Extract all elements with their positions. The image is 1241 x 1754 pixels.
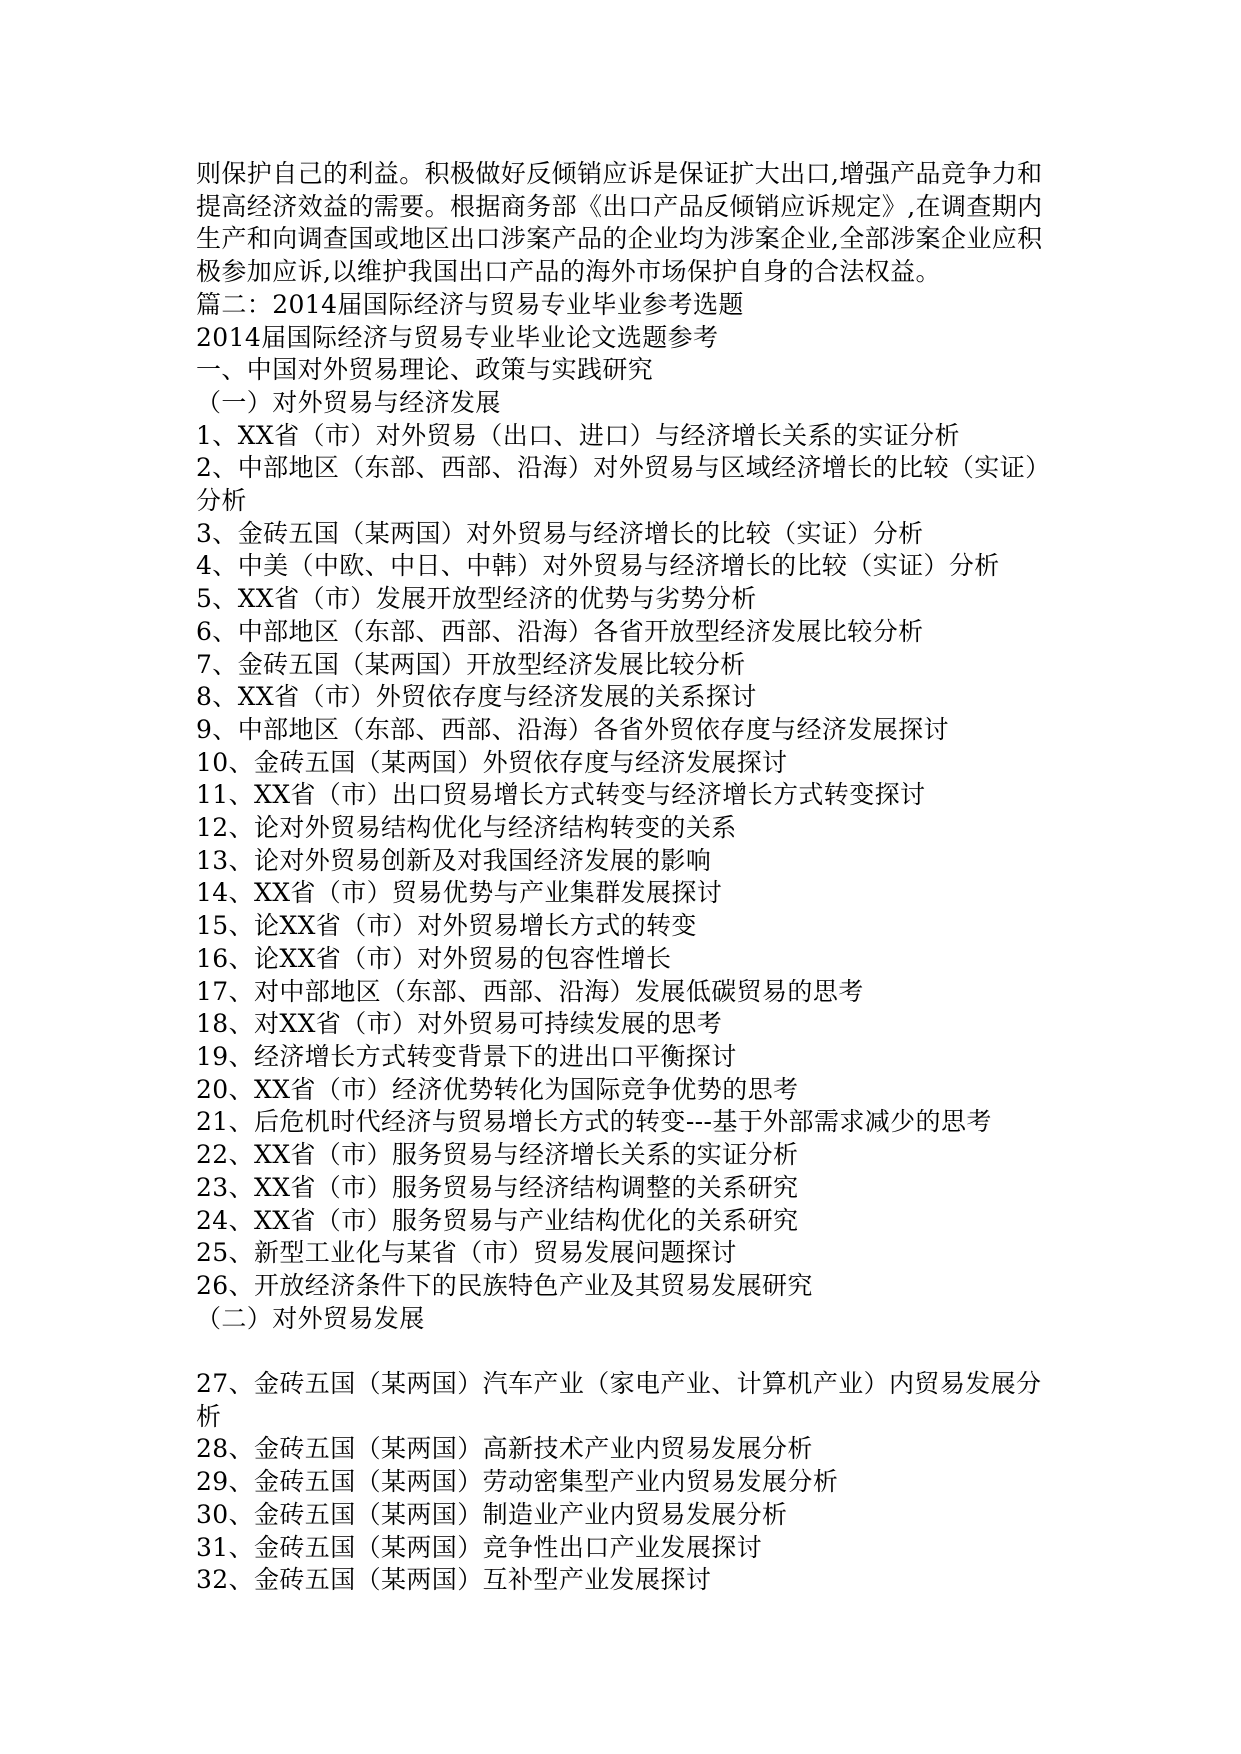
topic-item: 8、XX省（市）外贸依存度与经济发展的关系探讨 (196, 682, 757, 712)
topic-item: 23、XX省（市）服务贸易与经济结构调整的关系研究 (196, 1172, 799, 1202)
intro-line: 极参加应诉,以维护我国出口产品的海外市场保护自身的合法权益。 (196, 257, 941, 287)
topic-item: 20、XX省（市）经济优势转化为国际竞争优势的思考 (196, 1074, 799, 1104)
section-heading: 一、中国对外贸易理论、政策与实践研究 (196, 355, 654, 385)
topic-item: 2、中部地区（东部、西部、沿海）对外贸易与区域经济增长的比较（实证） (196, 453, 1051, 483)
topic-item: 30、金砖五国（某两国）制造业产业内贸易发展分析 (196, 1499, 788, 1529)
topic-item: 18、对XX省（市）对外贸易可持续发展的思考 (196, 1009, 723, 1039)
blank-line (196, 1335, 1041, 1368)
topic-item: 4、中美（中欧、中日、中韩）对外贸易与经济增长的比较（实证）分析 (196, 551, 1000, 581)
topic-item: 26、开放经济条件下的民族特色产业及其贸易发展研究 (196, 1270, 813, 1300)
topic-item: 32、金砖五国（某两国）互补型产业发展探讨 (196, 1565, 712, 1595)
subsection-heading: （二）对外贸易发展 (196, 1303, 425, 1333)
topic-item: 9、中部地区（东部、西部、沿海）各省外贸依存度与经济发展探讨 (196, 714, 949, 744)
topic-item: 14、XX省（市）贸易优势与产业集群发展探讨 (196, 878, 723, 908)
topic-item: 分析 (196, 486, 247, 516)
document-body (196, 158, 1051, 1597)
topic-item: 析 (196, 1401, 222, 1431)
topic-item: 31、金砖五国（某两国）竞争性出口产业发展探讨 (196, 1532, 763, 1562)
topic-item: 15、论XX省（市）对外贸易增长方式的转变 (196, 911, 697, 941)
topic-item: 29、金砖五国（某两国）劳动密集型产业内贸易发展分析 (196, 1467, 839, 1497)
topic-item: 13、论对外贸易创新及对我国经济发展的影响 (196, 845, 712, 875)
intro-line: 则保护自己的利益。积极做好反倾销应诉是保证扩大出口,增强产品竞争力和 (196, 159, 1043, 188)
topic-item: 24、XX省（市）服务贸易与产业结构优化的关系研究 (196, 1205, 799, 1235)
subsection-heading: （一）对外贸易与经济发展 (196, 387, 501, 417)
topic-item: 5、XX省（市）发展开放型经济的优势与劣势分析 (196, 584, 757, 614)
topic-item: 22、XX省（市）服务贸易与经济增长关系的实证分析 (196, 1140, 799, 1170)
topic-item: 19、经济增长方式转变背景下的进出口平衡探讨 (196, 1041, 737, 1071)
topic-item: 7、金砖五国（某两国）开放型经济发展比较分析 (196, 649, 746, 679)
intro-line: 提高经济效益的需要。根据商务部《出口产品反倾销应诉规定》,在调查期内 (196, 191, 1043, 221)
topic-item: 1、XX省（市）对外贸易（出口、进口）与经济增长关系的实证分析 (196, 420, 960, 450)
topic-item: 28、金砖五国（某两国）高新技术产业内贸易发展分析 (196, 1434, 813, 1464)
part-title: 篇二：2014届国际经济与贸易专业毕业参考选题 (196, 289, 744, 319)
topic-item: 17、对中部地区（东部、西部、沿海）发展低碳贸易的思考 (196, 976, 864, 1006)
topic-item: 16、论XX省（市）对外贸易的包容性增长 (196, 943, 672, 973)
topic-item: 21、后危机时代经济与贸易增长方式的转变---基于外部需求减少的思考 (196, 1107, 992, 1137)
topic-item: 27、金砖五国（某两国）汽车产业（家电产业、计算机产业）内贸易发展分 (196, 1369, 1042, 1398)
topic-item: 11、XX省（市）出口贸易增长方式转变与经济增长方式转变探讨 (196, 780, 926, 810)
topic-item: 10、金砖五国（某两国）外贸依存度与经济发展探讨 (196, 747, 788, 777)
topic-item: 12、论对外贸易结构优化与经济结构转变的关系 (196, 813, 737, 843)
intro-line: 生产和向调查国或地区出口涉案产品的企业均为涉案企业,全部涉案企业应积 (196, 224, 1043, 254)
topic-item: 25、新型工业化与某省（市）贸易发展问题探讨 (196, 1238, 737, 1268)
topic-item: 6、中部地区（东部、西部、沿海）各省开放型经济发展比较分析 (196, 616, 924, 646)
topic-item: 3、金砖五国（某两国）对外贸易与经济增长的比较（实证）分析 (196, 518, 924, 548)
document-title: 2014届国际经济与贸易专业毕业论文选题参考 (196, 322, 719, 352)
